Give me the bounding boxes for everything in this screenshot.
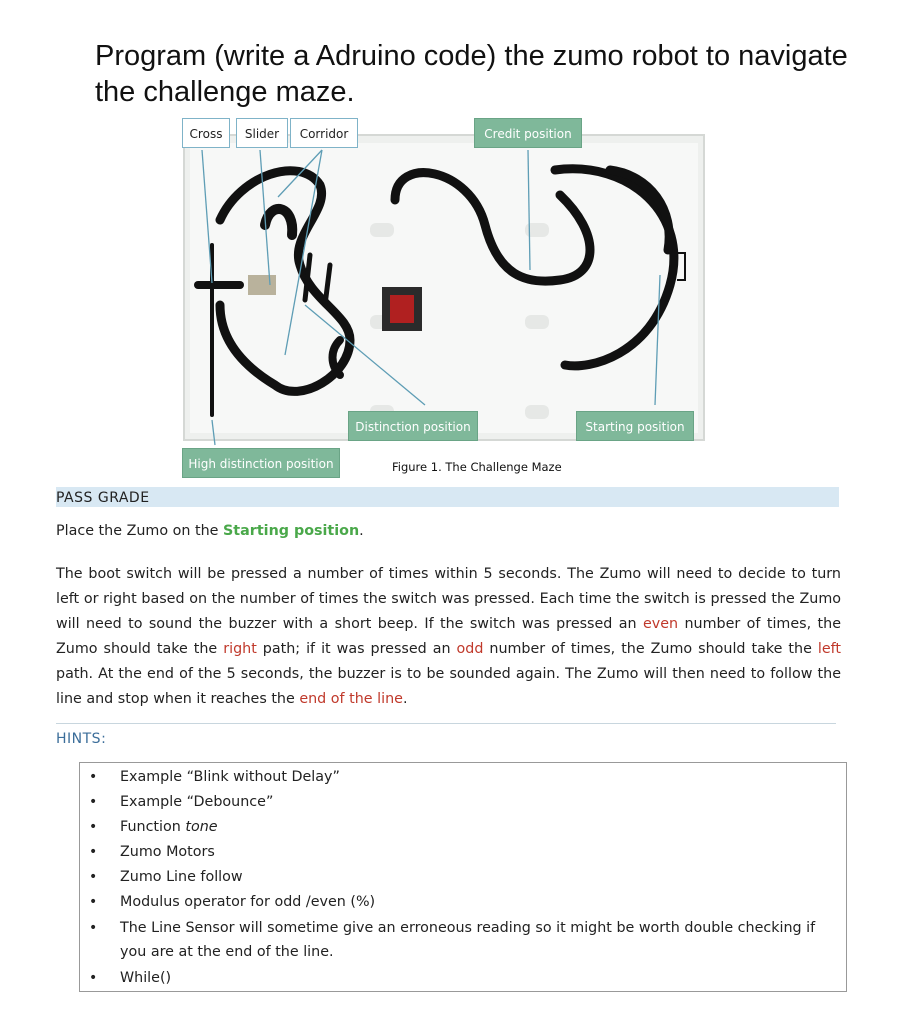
label-credit-position: Credit position [474,118,582,148]
pass-description: The boot switch will be pressed a number of times within 5 seconds. The Zumo will need to decide to turn left or right based on the number of times the switch was pressed. Each time the switch is pressed the Zumo will need to sound the buzzer with a short beep. If the switch was pressed an even number of times, the Zumo should take the right path; if it was pressed an odd number of times, the Zumo should take the left path. At the end of the 5 seconds, the buzzer is to be sounded again. The Zumo will then need to follow the line and stop when it reaches the end of the line. [56,566,841,707]
end-of-line-highlight: end of the line [299,691,403,707]
slider-block [248,275,276,295]
page-title: Program (write a Adruino code) the zumo robot to navigate the challenge maze. [95,40,848,108]
challenge-maze-figure [180,115,740,485]
section-divider [56,723,836,724]
left-highlight: left [817,641,841,657]
label-high-distinction-position: High distinction position [182,448,340,478]
label-corridor: Corridor [290,118,358,148]
place-instruction: Place the Zumo on the Starting position. [56,523,364,539]
starting-position-highlight: Starting position [223,523,360,539]
pass-grade-heading: PASS GRADE [56,487,839,507]
odd-highlight: odd [456,641,484,657]
label-cross: Cross [182,118,230,148]
zumo-robot-board [390,295,414,323]
hints-heading: HINTS: [56,731,107,747]
label-distinction-position: Distinction position [348,411,478,441]
hints-box: • Example “Blink without Delay” • Example “Debounce” • Function tone • Zumo Motors • Zumo Line follow • Modulus operator for odd /even (%) • The Line Sensor will sometime give an erroneous reading so it might be worth double checking if you are at the end of the line. • While() [79,762,847,992]
label-slider: Slider [236,118,288,148]
figure-caption: Figure 1. The Challenge Maze [392,460,562,474]
even-highlight: even [642,616,679,632]
label-starting-position: Starting position [576,411,694,441]
right-highlight: right [223,641,257,657]
